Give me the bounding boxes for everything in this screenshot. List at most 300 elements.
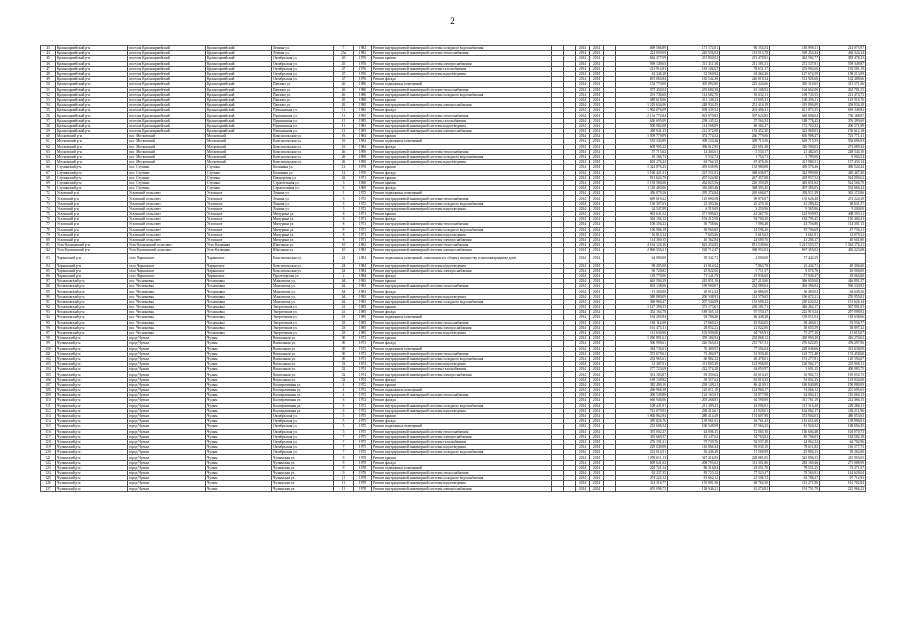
cell-b: 4 000,00 bbox=[720, 253, 770, 263]
cell-house: 30 bbox=[334, 356, 354, 361]
cell-a: 396 612,95 bbox=[668, 144, 720, 149]
cell-work: Ремонт внутридомовой инженерной системы электроснабжения bbox=[372, 434, 552, 439]
cell-work: Ремонт крыши bbox=[372, 97, 552, 102]
cell-y1: 2014 bbox=[576, 51, 590, 56]
cell-y1: 2014 bbox=[576, 191, 590, 196]
cell-a: 20 012,22 bbox=[668, 289, 720, 294]
table-row bbox=[41, 253, 866, 263]
cell-c: 57 442,29 bbox=[770, 253, 820, 263]
cell-c: 106 296,11 bbox=[770, 97, 820, 102]
cell-c: 79 564,01 bbox=[770, 471, 820, 476]
cell-work: Ремонт внутридомовой инженерной системы водоотведения bbox=[372, 123, 552, 128]
cell-d: 9 904,54 bbox=[820, 154, 866, 159]
cell-settlement: поселок Красноармейский bbox=[128, 77, 206, 82]
cell-no: 82 bbox=[41, 248, 56, 253]
cell-d: 552 666,24 bbox=[820, 186, 866, 191]
cell-work: Ремонт крыши bbox=[372, 413, 552, 418]
cell-street: Павлова ул. bbox=[272, 82, 334, 87]
cell-house: 7 bbox=[334, 445, 354, 450]
cell-built: 1990 bbox=[354, 149, 372, 154]
cell-street: Чулымская ул. bbox=[272, 455, 334, 460]
cell-settlement: пос. Чесноковка bbox=[128, 279, 206, 284]
cell-built: 1985 bbox=[354, 325, 372, 330]
cell-built: 1978 bbox=[354, 471, 372, 476]
cell-d: 297 098,92 bbox=[820, 310, 866, 315]
cell-locality: Угловское bbox=[206, 217, 272, 222]
cell-district: Чулымский р-н bbox=[56, 460, 128, 465]
cell-y2: 2014 bbox=[590, 201, 604, 206]
cell-b: 26 886,09 bbox=[720, 289, 770, 294]
cell-d: 436 324,14 bbox=[820, 51, 866, 56]
cell-a: 27 060,21 bbox=[668, 320, 720, 325]
cell-locality: Ступино bbox=[206, 175, 272, 180]
cell-locality: Чулым bbox=[206, 419, 272, 424]
cell-district: Угловский р-н bbox=[56, 217, 128, 222]
cell-locality: Московский bbox=[206, 154, 272, 159]
cell-b: 43 006,91 bbox=[720, 403, 770, 408]
cell-c: 191 277,81 bbox=[770, 356, 820, 361]
cell-cost: 42 346,28 bbox=[616, 71, 668, 76]
cell-house: 16 bbox=[334, 134, 354, 139]
cell-c: 183 999,11 bbox=[770, 46, 820, 51]
cell-y2: 2014 bbox=[590, 315, 604, 320]
cell-built: 1972 bbox=[354, 398, 372, 403]
cell-settlement: город Чулым bbox=[128, 434, 206, 439]
cell-house: 9 bbox=[334, 465, 354, 470]
cell-district: Московский р-н bbox=[56, 160, 128, 165]
cell-a: 245 951,10 bbox=[668, 279, 720, 284]
cell-house: 41 bbox=[334, 315, 354, 320]
cell-d: 190 880,09 bbox=[820, 382, 866, 387]
cell-a: 14 404,61 bbox=[668, 149, 720, 154]
cell-b: 60 764,30 bbox=[720, 481, 770, 486]
cell-a: 280 414,49 bbox=[668, 413, 720, 418]
cell-no: 71 bbox=[41, 191, 56, 196]
cell-locality: Чулым bbox=[206, 439, 272, 444]
cell-built: 1974 bbox=[354, 377, 372, 382]
cell-no: 86 bbox=[41, 273, 56, 278]
cell-no: 49 bbox=[41, 77, 56, 82]
cell-d: 400 983,75 bbox=[820, 367, 866, 372]
cell-y1: 2014 bbox=[576, 310, 590, 315]
cell-settlement: пос. Московский bbox=[128, 160, 206, 165]
cell-street: Школьная ул. bbox=[272, 248, 334, 253]
cell-settlement: пос. Московский bbox=[128, 154, 206, 159]
cell-locality: Красноармейский bbox=[206, 108, 272, 113]
cell-cost: 57 715,62 bbox=[616, 149, 668, 154]
cell-built: 1970 bbox=[354, 170, 372, 175]
cell-locality: Чесноковка bbox=[206, 305, 272, 310]
cell-locality: Чулым bbox=[206, 471, 272, 476]
cell-a: 5 532,74 bbox=[668, 154, 720, 159]
cell-street: Мамонтова ул. bbox=[272, 299, 334, 304]
cell-work: Ремонт крыши bbox=[372, 336, 552, 341]
cell-district: Красноармейский р-н bbox=[56, 51, 128, 56]
cell-locality: Чулым bbox=[206, 336, 272, 341]
cell-d: 1 562 176,21 bbox=[820, 243, 866, 248]
cell-house: 32 bbox=[334, 367, 354, 372]
cell-work: Ремонт внутридомовой инженерной системы теплоснабжения bbox=[372, 113, 552, 118]
cell-locality: Чесноковка bbox=[206, 289, 272, 294]
cell-street: Октябрьская ул. bbox=[272, 450, 334, 455]
cell-house: 43 bbox=[334, 320, 354, 325]
cell-house: 16 bbox=[334, 139, 354, 144]
cell-no: 108 bbox=[41, 388, 56, 393]
cell-locality: Чулым bbox=[206, 481, 272, 486]
cell-no: 50 bbox=[41, 82, 56, 87]
cell-settlement: пос. Московский bbox=[128, 149, 206, 154]
cell-settlement: поселок Красноармейский bbox=[128, 61, 206, 66]
cell-built: 1971 bbox=[354, 227, 372, 232]
cell-b: 66 448,28 bbox=[720, 315, 770, 320]
cell-a: 123 163,91 bbox=[668, 393, 720, 398]
cell-district: Московский р-н bbox=[56, 134, 128, 139]
cell-b: 5 711,37 bbox=[720, 268, 770, 273]
cell-no: 59 bbox=[41, 129, 56, 134]
cell-work: Ремонт подвальных помещений, относящихся к общему имуществу в многоквартирном доме bbox=[372, 253, 552, 263]
cell-cost: 56 720,82 bbox=[616, 268, 668, 273]
cell-d: 213 474,73 bbox=[820, 92, 866, 97]
cell-settlement: город Чулым bbox=[128, 455, 206, 460]
cell-locality: Красноармейский bbox=[206, 56, 272, 61]
cell-y2: 2014 bbox=[590, 263, 604, 268]
cell-built: 1973 bbox=[354, 351, 372, 356]
cell-y1: 2014 bbox=[576, 129, 590, 134]
cell-a: 823 070,83 bbox=[668, 113, 720, 118]
cell-a: 227 151,81 bbox=[668, 170, 720, 175]
cell-street: Ленина ул. bbox=[272, 46, 334, 51]
cell-c: 169 745,55 bbox=[770, 92, 820, 97]
cell-y1: 2014 bbox=[576, 330, 590, 335]
cell-d: 40 406,60 bbox=[820, 263, 866, 268]
cell-d: 39 262,60 bbox=[820, 450, 866, 455]
cell-house: 6 bbox=[334, 398, 354, 403]
cell-built: 1983 bbox=[354, 279, 372, 284]
cell-locality: Красноармейский bbox=[206, 97, 272, 102]
cell-d: 233 968,11 bbox=[820, 362, 866, 367]
cell-no: 95 bbox=[41, 320, 56, 325]
cell-cost: 314 316,77 bbox=[616, 481, 668, 486]
cell-work: Ремонт внутридомовой инженерной системы теплоснабжения bbox=[372, 196, 552, 201]
cell-y2: 2014 bbox=[590, 377, 604, 382]
cell-locality: Чесноковка bbox=[206, 310, 272, 315]
cell-cost: 16 813,24 bbox=[616, 232, 668, 237]
cell-b: 111 301,86 bbox=[720, 460, 770, 465]
cell-built: 1973 bbox=[354, 346, 372, 351]
cell-a: 44 006,35 bbox=[668, 429, 720, 434]
cell-built: 1984 bbox=[354, 139, 372, 144]
cell-y2: 2014 bbox=[590, 222, 604, 227]
cell-y2: 2014 bbox=[590, 455, 604, 460]
cell-settlement: пос. Ступино bbox=[128, 170, 206, 175]
cell-settlement: пос. Чесноковка bbox=[128, 305, 206, 310]
cell-street: Энергетиков ул. bbox=[272, 320, 334, 325]
cell-settlement: поселок Красноармейский bbox=[128, 97, 206, 102]
cell-settlement: город Чулым bbox=[128, 450, 206, 455]
cell-built: 1983 bbox=[354, 294, 372, 299]
cell-a: 200 348,91 bbox=[668, 294, 720, 299]
cell-c: 5 691,15 bbox=[770, 367, 820, 372]
cell-district: Ступинский р-н bbox=[56, 170, 128, 175]
cell-y2: 2014 bbox=[590, 382, 604, 387]
cell-street: Чулымская ул. bbox=[272, 476, 334, 481]
cell-settlement: поселок Красноармейский bbox=[128, 87, 206, 92]
cell-a: 211 209,21 bbox=[668, 403, 720, 408]
cell-no: 106 bbox=[41, 377, 56, 382]
cell-district: Красноармейский р-н bbox=[56, 92, 128, 97]
cell-a: 205 268,83 bbox=[668, 398, 720, 403]
cell-work: Ремонт крыши bbox=[372, 180, 552, 185]
cell-a: 207 524,08 bbox=[668, 175, 720, 180]
cell-house: 8 bbox=[334, 232, 354, 237]
cell-y2: 2014 bbox=[590, 77, 604, 82]
cell-d: 151 626,14 bbox=[820, 299, 866, 304]
cell-district: Чулымский р-н bbox=[56, 356, 128, 361]
cell-y1: 2014 bbox=[576, 186, 590, 191]
cell-a: 75 739,76 bbox=[668, 439, 720, 444]
cell-work: Ремонт внутридомовой инженерной системы теплоснабжения bbox=[372, 429, 552, 434]
cell-settlement: поселок Красноармейский bbox=[128, 71, 206, 76]
cell-cost: 34 547,09 bbox=[616, 206, 668, 211]
cell-street: Строительная ул. bbox=[272, 180, 334, 185]
cell-a: 63 764,35 bbox=[668, 160, 720, 165]
cell-d: 725 771,41 bbox=[820, 134, 866, 139]
cell-district: Угловский р-н bbox=[56, 191, 128, 196]
cell-settlement: пос. Московский bbox=[128, 134, 206, 139]
cell-b: 63 010,25 bbox=[720, 372, 770, 377]
cell-y2: 2014 bbox=[590, 196, 604, 201]
cell-street: Калинина ул. bbox=[272, 165, 334, 170]
cell-b: 225 424,66 bbox=[720, 82, 770, 87]
cell-street: Октябрьская ул. bbox=[272, 424, 334, 429]
cell-house: 41 bbox=[334, 305, 354, 310]
cell-locality: Красноармейский bbox=[206, 66, 272, 71]
cell-locality: Чулым bbox=[206, 356, 272, 361]
cell-house: 9 bbox=[334, 455, 354, 460]
cell-work: Ремонт внутридомовой инженерной системы холодного водоснабжения bbox=[372, 46, 552, 51]
cell-cost: 609 905,22 bbox=[616, 144, 668, 149]
cell-no: 127 bbox=[41, 486, 56, 491]
cell-a: 95 359,62 bbox=[668, 372, 720, 377]
cell-d: 40 601,80 bbox=[820, 237, 866, 242]
cell-settlement: пос. Чесноковка bbox=[128, 315, 206, 320]
cell-y2: 2014 bbox=[590, 165, 604, 170]
cell-y2: 2014 bbox=[590, 118, 604, 123]
cell-locality: Чесноковка bbox=[206, 325, 272, 330]
cell-no: 60 bbox=[41, 134, 56, 139]
cell-cost: 233 965,61 bbox=[616, 356, 668, 361]
cell-a: 7 603,66 bbox=[668, 232, 720, 237]
cell-locality: Усть-Калманка bbox=[206, 243, 272, 248]
cell-no: 72 bbox=[41, 196, 56, 201]
cell-no: 55 bbox=[41, 108, 56, 113]
cell-no: 68 bbox=[41, 175, 56, 180]
cell-no: 117 bbox=[41, 434, 56, 439]
cell-c: 255 902,60 bbox=[770, 66, 820, 71]
cell-d: 362 172,86 bbox=[820, 191, 866, 196]
cell-street: Вокзальная ул. bbox=[272, 356, 334, 361]
cell-d: 201 695,63 bbox=[820, 388, 866, 393]
cell-house: 11 bbox=[334, 476, 354, 481]
cell-y2: 2014 bbox=[590, 66, 604, 71]
cell-y1: 2014 bbox=[576, 61, 590, 66]
cell-d: 64 649,26 bbox=[820, 289, 866, 294]
cell-no: 69 bbox=[41, 180, 56, 185]
cell-y1: 2014 bbox=[576, 139, 590, 144]
cell-c: 196 672,21 bbox=[770, 294, 820, 299]
cell-no: 83 bbox=[41, 253, 56, 263]
cell-district: Чулымский р-н bbox=[56, 413, 128, 418]
cell-y1: 2014 bbox=[576, 346, 590, 351]
cell-settlement: Угловский сельсовет bbox=[128, 201, 206, 206]
cell-y2: 2014 bbox=[590, 476, 604, 481]
cell-built: 1976 bbox=[354, 56, 372, 61]
cell-district: Угловский р-н bbox=[56, 212, 128, 217]
cell-no: 70 bbox=[41, 186, 56, 191]
cell-cost: 266 968,38 bbox=[616, 388, 668, 393]
cell-street: Чулымская ул. bbox=[272, 460, 334, 465]
cell-street: Вокзальная ул. bbox=[272, 367, 334, 372]
cell-built: 1975 bbox=[354, 413, 372, 418]
cell-district: Ступинский р-н bbox=[56, 180, 128, 185]
cell-settlement: город Чулым bbox=[128, 471, 206, 476]
cell-district: Чесноковский р-н bbox=[56, 279, 128, 284]
cell-y2: 2014 bbox=[590, 367, 604, 372]
cell-house: 64 bbox=[334, 299, 354, 304]
cell-y1: 2014 bbox=[576, 248, 590, 253]
cell-cost: 1 166 421,31 bbox=[616, 170, 668, 175]
cell-y1: 2014 bbox=[576, 206, 590, 211]
cell-house: 9 bbox=[334, 471, 354, 476]
cell-locality: Чарышское bbox=[206, 253, 272, 263]
cell-y1: 2014 bbox=[576, 351, 590, 356]
cell-d: 228 286,31 bbox=[820, 403, 866, 408]
cell-street: Пионерская ул. bbox=[272, 175, 334, 180]
cell-y1: 2014 bbox=[576, 103, 590, 108]
cell-settlement: поселок Красноармейский bbox=[128, 103, 206, 108]
cell-c: 85 706,03 bbox=[770, 434, 820, 439]
cell-d: 120 594,07 bbox=[820, 356, 866, 361]
cell-district: Ступинский р-н bbox=[56, 186, 128, 191]
cell-built: 1990 bbox=[354, 160, 372, 165]
cell-d: 91 556,77 bbox=[820, 320, 866, 325]
cell-c: 319 806,09 bbox=[770, 103, 820, 108]
cell-street: Пушкинская ул. bbox=[272, 123, 334, 128]
cell-locality: Чесноковка bbox=[206, 320, 272, 325]
cell-cost: 162 205,84 bbox=[616, 315, 668, 320]
cell-built: 1971 bbox=[354, 232, 372, 237]
cell-no: 44 bbox=[41, 51, 56, 56]
cell-district: Усть-Калманский р-н bbox=[56, 243, 128, 248]
cell-c: 392 911,29 bbox=[770, 191, 820, 196]
cell-d: 62 702,96 bbox=[820, 439, 866, 444]
cell-b: 267 457,08 bbox=[720, 175, 770, 180]
cell-settlement: село Чарышское bbox=[128, 253, 206, 263]
cell-y1: 2014 bbox=[576, 424, 590, 429]
cell-a: 183 106,07 bbox=[668, 66, 720, 71]
cell-house: 10 bbox=[334, 248, 354, 253]
cell-built: 1985 bbox=[354, 310, 372, 315]
cell-street: Кооперативная ул. bbox=[272, 388, 334, 393]
cell-work: Ремонт внутридомовой инженерной системы холодного водоснабжения bbox=[372, 299, 552, 304]
cell-street: Пушкинская ул. bbox=[272, 108, 334, 113]
cell-cost: 382 490,16 bbox=[616, 382, 668, 387]
cell-a: 25 922,00 bbox=[668, 268, 720, 273]
cell-no: 61 bbox=[41, 139, 56, 144]
cell-built: 1976 bbox=[354, 61, 372, 66]
cell-built: 1980 bbox=[354, 87, 372, 92]
cell-no: 74 bbox=[41, 206, 56, 211]
cell-d: 114 301,13 bbox=[820, 222, 866, 227]
cell-a: 60 882,32 bbox=[668, 356, 720, 361]
cell-empty bbox=[604, 486, 616, 491]
cell-y1: 2014 bbox=[576, 232, 590, 237]
cell-district: Чесноковский р-н bbox=[56, 284, 128, 289]
cell-y2: 2014 bbox=[590, 336, 604, 341]
cell-c: 136 604,48 bbox=[770, 429, 820, 434]
cell-y1: 2014 bbox=[576, 71, 590, 76]
cell-cost: 362 194,12 bbox=[616, 217, 668, 222]
cell-a: 236 414,61 bbox=[668, 408, 720, 413]
cell-no: 57 bbox=[41, 118, 56, 123]
cell-street: Мамонтова ул. bbox=[272, 279, 334, 284]
cell-street: Комсомольская ул. bbox=[272, 134, 334, 139]
cell-locality: Угловское bbox=[206, 232, 272, 237]
cell-no: 119 bbox=[41, 445, 56, 450]
cell-c: 3 661,81 bbox=[770, 232, 820, 237]
cell-work: Ремонт внутридомовой инженерной системы теплоснабжения bbox=[372, 351, 552, 356]
cell-y1: 2014 bbox=[576, 237, 590, 242]
cell-y2: 2014 bbox=[590, 471, 604, 476]
cell-b: 235 868,12 bbox=[720, 336, 770, 341]
cell-d: 556 096,93 bbox=[820, 139, 866, 144]
cell-cost: 609 619,22 bbox=[616, 196, 668, 201]
cell-house: 5 bbox=[334, 419, 354, 424]
cell-house: 8 bbox=[334, 237, 354, 242]
cell-house: 42 bbox=[334, 175, 354, 180]
cell-no: 80 bbox=[41, 237, 56, 242]
cell-built: 1973 bbox=[354, 356, 372, 361]
cell-work: Ремонт внутридомовой инженерной системы электроснабжения bbox=[372, 237, 552, 242]
cell-cost: 92 237,35 bbox=[616, 471, 668, 476]
cell-b: 368 952,03 bbox=[720, 248, 770, 253]
cell-street: Вокзальная ул. bbox=[272, 336, 334, 341]
cell-house: 5 bbox=[334, 429, 354, 434]
cell-district: Красноармейский р-н bbox=[56, 66, 128, 71]
cell-work: Ремонт внутридомовой инженерной системы теплоснабжения bbox=[372, 222, 552, 227]
cell-work: Ремонт фасада bbox=[372, 170, 552, 175]
cell-built: 1975 bbox=[354, 424, 372, 429]
cell-cost: 152 770,00 bbox=[616, 82, 668, 87]
cell-house: 11 bbox=[334, 108, 354, 113]
cell-house: 24 bbox=[334, 268, 354, 273]
cell-no: 114 bbox=[41, 419, 56, 424]
cell-locality: Чулым bbox=[206, 476, 272, 481]
cell-street: Вокзальная ул. bbox=[272, 362, 334, 367]
cell-built: 1984 bbox=[354, 253, 372, 263]
cell-no: 81 bbox=[41, 243, 56, 248]
cell-y1: 2014 bbox=[576, 455, 590, 460]
cell-cost: 161 475,31 bbox=[616, 325, 668, 330]
cell-d: 498 593,11 bbox=[820, 212, 866, 217]
cell-district: Чулымский р-н bbox=[56, 408, 128, 413]
cell-b: 368 636,97 bbox=[720, 170, 770, 175]
cell-d: 125 034,60 bbox=[820, 377, 866, 382]
cell-cost: 506 982,08 bbox=[616, 123, 668, 128]
cell-locality: Чулым bbox=[206, 413, 272, 418]
cell-district: Чесноковский р-н bbox=[56, 294, 128, 299]
cell-b: 21 506,72 bbox=[720, 476, 770, 481]
